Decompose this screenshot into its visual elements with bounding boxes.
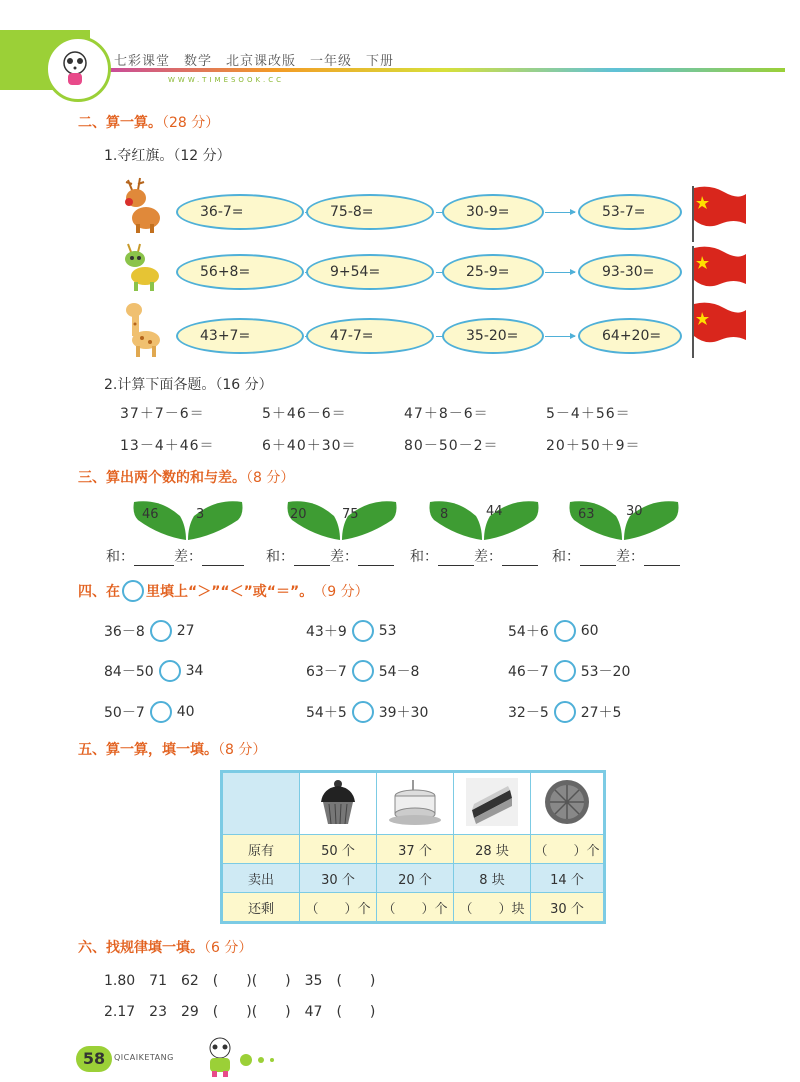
compare-item	[306, 620, 397, 642]
sum-diff-blanks	[552, 546, 680, 566]
compare-left: 50－7	[104, 705, 145, 721]
leaf-number: 20	[290, 507, 307, 522]
giraffe-icon	[120, 300, 166, 358]
table-cell: 8 块	[454, 864, 531, 893]
race-expr: 64+20=	[578, 318, 682, 354]
calc-expr: 5＋46－6＝	[262, 406, 347, 422]
table-cell-blank[interactable]: （ ）个	[377, 893, 454, 922]
compare-circle-input[interactable]	[554, 620, 576, 642]
header-url: WWW.TIMESOOK.CC	[168, 76, 285, 84]
table-corner-cell	[223, 773, 300, 835]
sum-label: 和：	[106, 549, 134, 565]
page-number: 58	[76, 1046, 112, 1072]
table-cell-blank[interactable]: （ ）个	[300, 893, 377, 922]
race-expr: 93-30=	[578, 254, 682, 290]
cupcake-icon	[300, 773, 377, 835]
compare-left: 36－8	[104, 624, 145, 640]
diff-label: 差：	[174, 549, 202, 565]
compare-right: 34	[185, 663, 204, 679]
compare-left: 32－5	[508, 705, 549, 721]
table-cell: 30 个	[531, 893, 604, 922]
compare-right: 54－8	[378, 664, 420, 680]
arrow-icon	[545, 212, 575, 213]
compare-circle-input[interactable]	[554, 660, 576, 682]
calc-expr: 47＋8－6＝	[404, 406, 489, 422]
leaf-number: 44	[486, 504, 503, 519]
circle-icon	[122, 580, 144, 602]
race-expr: 36-7=	[176, 194, 304, 230]
compare-circle-input[interactable]	[352, 660, 374, 682]
sales-table	[220, 770, 606, 924]
table-cell: 50 个	[300, 835, 377, 864]
race-expr: 43+7=	[176, 318, 304, 354]
diff-label: 差：	[474, 549, 502, 565]
blank-line	[502, 551, 538, 566]
pattern-line: 2.17 23 29 ( )( ) 47 ( )	[104, 1004, 376, 1020]
blank-line	[202, 551, 244, 566]
table-cell: 30 个	[300, 864, 377, 893]
section-2-title	[78, 112, 219, 132]
compare-left: 63－7	[306, 664, 347, 680]
blank-line	[644, 551, 680, 566]
compare-right: 53	[378, 623, 397, 639]
compare-right: 53－20	[580, 664, 631, 680]
sum-diff-blanks	[266, 546, 394, 566]
blank-line	[438, 551, 474, 566]
panda-logo-icon	[45, 36, 111, 102]
blank-line	[134, 551, 174, 566]
blank-line	[580, 551, 616, 566]
blank-line	[294, 551, 330, 566]
s4-points: （9 分）	[313, 584, 369, 600]
compare-item	[104, 701, 195, 723]
leaf-number: 46	[142, 507, 159, 522]
compare-circle-input[interactable]	[352, 701, 374, 723]
arrow-icon	[545, 272, 575, 273]
green-deer-icon	[118, 242, 164, 300]
race-expr: 53-7=	[578, 194, 682, 230]
sum-label: 和：	[410, 549, 438, 565]
compare-left: 43＋9	[306, 624, 347, 640]
table-cell: 37 个	[377, 835, 454, 864]
sum-diff-blanks	[410, 546, 538, 566]
compare-item	[508, 701, 621, 723]
leaf-number: 30	[626, 504, 643, 519]
race-expr: 35-20=	[442, 318, 544, 354]
sum-label: 和：	[552, 549, 580, 565]
compare-left: 84－50	[104, 664, 154, 680]
diff-label: 差：	[330, 549, 358, 565]
pattern-line: 1.80 71 62 ( )( ) 35 ( )	[104, 973, 376, 989]
calc-expr: 80－50－2＝	[404, 438, 499, 454]
s6-title-text: 六、找规律填一填。	[78, 940, 204, 956]
s2-points: （28 分）	[162, 115, 220, 131]
s3-title-text: 三、算出两个数的和与差。	[78, 470, 246, 486]
compare-left: 54＋6	[508, 624, 549, 640]
table-cell: 28 块	[454, 835, 531, 864]
compare-right: 39＋30	[378, 705, 429, 721]
compare-item	[306, 660, 419, 682]
s4-title-b: 里填上“＞”“＜”或“＝”。	[146, 584, 314, 600]
s2-q1-label: 1.夺红旗。（12 分）	[104, 148, 231, 164]
blank-line	[358, 551, 394, 566]
compare-right: 60	[580, 623, 599, 639]
table-cell: 20 个	[377, 864, 454, 893]
arrow-icon	[545, 336, 575, 337]
footer-brand: QICAIKETANG	[114, 1053, 174, 1062]
calc-expr: 5－4＋56＝	[546, 406, 631, 422]
red-flag-icon	[690, 300, 750, 358]
cake-slice-icon	[454, 773, 531, 835]
compare-right: 27＋5	[580, 705, 622, 721]
table-cell-blank[interactable]: （ ）块	[454, 893, 531, 922]
mooncake-icon	[531, 773, 604, 835]
row-label: 卖出	[223, 864, 300, 893]
row-label: 原有	[223, 835, 300, 864]
leaf-number: 63	[578, 507, 595, 522]
header-title: 七彩课堂 数学 北京课改版 一年级 下册	[114, 54, 395, 69]
diff-label: 差：	[616, 549, 644, 565]
s5-title-text: 五、算一算，填一填。	[78, 742, 218, 758]
race-expr: 56+8=	[176, 254, 304, 290]
compare-item	[104, 620, 195, 642]
compare-circle-input[interactable]	[352, 620, 374, 642]
s6-points: （6 分）	[204, 940, 253, 956]
compare-circle-input[interactable]	[554, 701, 576, 723]
row-label: 还剩	[223, 893, 300, 922]
reindeer-icon	[118, 176, 164, 234]
decor-dot	[270, 1058, 274, 1062]
table-cell-blank[interactable]: （ ）个	[531, 835, 604, 864]
compare-item	[104, 660, 203, 682]
race-expr: 30-9=	[442, 194, 544, 230]
compare-circle-input[interactable]	[150, 620, 172, 642]
calc-expr: 20＋50＋9＝	[546, 438, 641, 454]
compare-item	[508, 660, 630, 682]
calc-expr: 6＋40＋30＝	[262, 438, 357, 454]
race-expr: 25-9=	[442, 254, 544, 290]
leaf-number: 75	[342, 507, 359, 522]
s4-title-a: 四、在	[78, 584, 120, 600]
calc-expr: 13－4＋46＝	[120, 438, 215, 454]
compare-item	[306, 701, 428, 723]
section-4-title	[78, 580, 369, 602]
race-expr: 9+54=	[306, 254, 434, 290]
compare-item	[508, 620, 599, 642]
compare-right: 40	[176, 704, 195, 720]
compare-circle-input[interactable]	[150, 701, 172, 723]
sum-diff-blanks	[106, 546, 244, 566]
s5-points: （8 分）	[218, 742, 267, 758]
leaf-number: 3	[196, 507, 205, 522]
sum-label: 和：	[266, 549, 294, 565]
s3-points: （8 分）	[246, 470, 295, 486]
race-expr: 75-8=	[306, 194, 434, 230]
section-6-title	[78, 937, 252, 957]
decor-dot	[240, 1054, 252, 1066]
section-5-title	[78, 739, 266, 759]
compare-left: 46－7	[508, 664, 549, 680]
panda-mascot-icon	[200, 1036, 240, 1078]
red-flag-icon	[690, 184, 750, 242]
cake-icon	[377, 773, 454, 835]
leaf-number: 8	[440, 507, 449, 522]
compare-right: 27	[176, 623, 195, 639]
s2-title-text: 二、算一算。	[78, 115, 162, 131]
red-flag-icon	[690, 244, 750, 302]
compare-circle-input[interactable]	[159, 660, 181, 682]
compare-left: 54＋5	[306, 705, 347, 721]
s2-q2-label: 2.计算下面各题。（16 分）	[104, 377, 273, 393]
section-3-title	[78, 467, 294, 487]
calc-expr: 37＋7－6＝	[120, 406, 205, 422]
table-cell: 14 个	[531, 864, 604, 893]
race-expr: 47-7=	[306, 318, 434, 354]
decor-dot	[258, 1057, 264, 1063]
